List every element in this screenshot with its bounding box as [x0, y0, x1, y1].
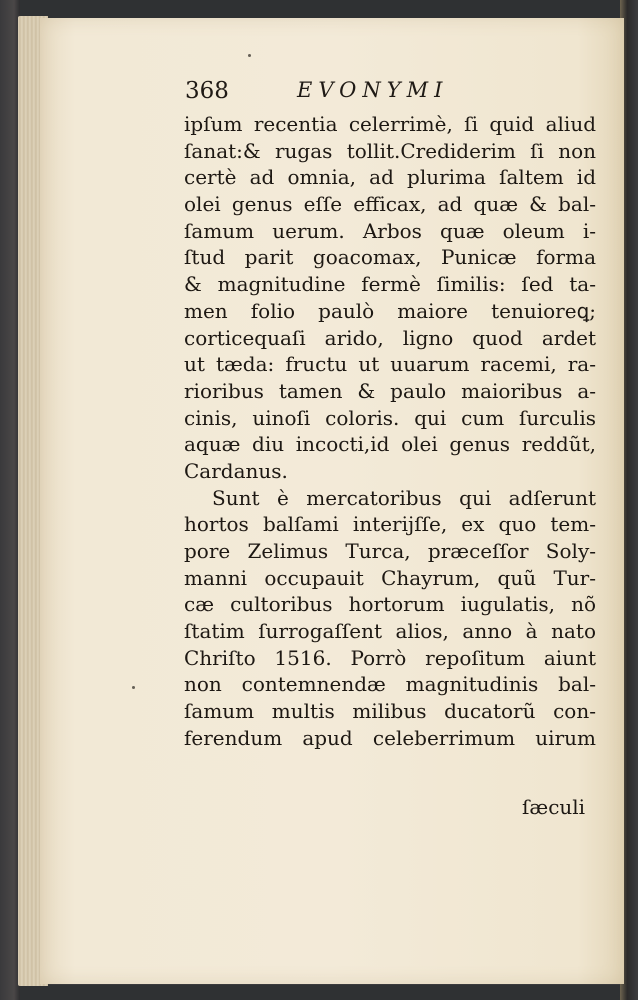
- text-line: manni occupauit Chayrum, quũ Tur-: [184, 565, 596, 590]
- text-line: ſanat:& rugas tollit.Crediderim ſi non: [184, 138, 596, 163]
- text-line: Chriſto 1516. Porrò repoſitum aiunt: [184, 645, 596, 670]
- text-line: ipſum recentia celerrimè, ſi quid aliud: [184, 112, 596, 136]
- text-line: Cardanus.: [184, 458, 288, 483]
- page-number: 368: [185, 78, 229, 104]
- text-line: ſtatim ſurrogaſſent alios, anno à nato: [184, 619, 596, 644]
- text-line: non contemnendæ magnitudinis bal-: [184, 672, 596, 697]
- text-line: ſamum multis milibus ducatorũ con-: [184, 699, 596, 724]
- text-line: olei genus eſſe efficax, ad quæ & bal-: [184, 192, 596, 217]
- running-title: EVONYMI: [297, 78, 449, 102]
- book-cover-edge-left: [0, 0, 20, 1000]
- scan-background-top: [0, 0, 638, 20]
- paragraph-start-line: Sunt è mercatoribus qui adſerunt: [212, 485, 596, 510]
- text-line: hortos balſami interijſſe, ex quo tem-: [184, 512, 596, 537]
- text-line: certè ad omnia, ad plurima ſaltem id: [184, 165, 596, 190]
- text-line: cinis, uinoſi coloris. qui cum ſurculis: [184, 405, 596, 430]
- text-line: cæ cultoribus hortorum iugulatis, nõ: [184, 592, 596, 617]
- text-line: men folio paulò maiore tenuioreꝗ;: [184, 298, 596, 323]
- text-line: ſamum uerum. Arbos quæ oleum i-: [184, 218, 596, 243]
- text-line: pore Zelimus Turca, præceſſor Soly-: [184, 539, 596, 563]
- text-line: rioribus tamen & paulo maioribus a-: [184, 378, 596, 403]
- text-line: ferendum apud celeberrimum uirum: [184, 725, 596, 750]
- text-line: ut tæda: fructu ut uuarum racemi, ra-: [184, 352, 596, 377]
- catchword: ſæculi: [522, 795, 586, 819]
- text-line: & magnitudine fermè ſimilis: ſed ta-: [184, 272, 596, 297]
- body-text: [184, 111, 596, 752]
- page-header: [185, 78, 615, 112]
- scan-background-bottom: [0, 985, 638, 1000]
- text-line: ſtud parit goacomax, Punicæ forma: [184, 245, 596, 270]
- paper-speck: [248, 54, 251, 57]
- text-line: corticequaſi arido, ligno quod ardet: [184, 325, 596, 350]
- paper-speck: [132, 686, 135, 689]
- text-line: aquæ diu incocti,id olei genus reddũt,: [184, 432, 596, 457]
